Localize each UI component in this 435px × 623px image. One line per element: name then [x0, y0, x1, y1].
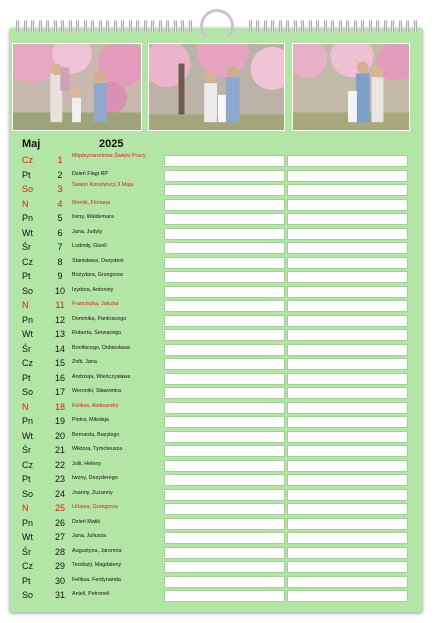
day-number: 22: [54, 459, 65, 470]
binding-ring-icon: [346, 20, 349, 33]
binding-ring-icon: [264, 20, 267, 33]
day-of-week: Pn: [22, 213, 34, 223]
name-day-text: Bernarda, Bazylego: [72, 431, 120, 438]
note-cell-1[interactable]: [164, 387, 285, 399]
family-photo-icon: [13, 44, 141, 130]
binding-ring-icon: [129, 20, 132, 33]
day-row: [16, 169, 160, 183]
name-day-text: Bożydara, Grzegorza: [72, 272, 123, 278]
note-cell-2[interactable]: [287, 561, 408, 573]
note-cell-2[interactable]: [287, 170, 408, 182]
name-day-text: Dominika, Pankracego: [72, 315, 127, 322]
note-cell-1[interactable]: [164, 503, 285, 515]
day-row: [16, 256, 160, 270]
name-day-text: Zofii, Jana: [72, 359, 97, 365]
binding-ring-icon: [331, 20, 334, 33]
note-cell-1[interactable]: [164, 416, 285, 428]
day-number: 27: [54, 532, 65, 542]
day-number: 24: [54, 488, 65, 499]
note-cell-2[interactable]: [287, 228, 408, 240]
name-day-text: Wiktora, Tymoteusza: [72, 446, 123, 452]
note-cell-2[interactable]: [287, 518, 408, 530]
note-cell-1[interactable]: [164, 329, 285, 341]
name-day-text: Stanisława, Dezyderii: [72, 257, 124, 264]
day-row: [16, 430, 160, 444]
day-row: [16, 401, 160, 415]
binding-ring-icon: [406, 20, 409, 33]
binding-ring-icon: [384, 20, 387, 33]
note-cell-2[interactable]: [287, 431, 408, 443]
note-cell-2[interactable]: [287, 547, 408, 559]
day-number: 4: [57, 198, 63, 209]
binding-ring-icon: [414, 20, 417, 33]
binding-ring-icon: [166, 20, 169, 33]
binding-ring-icon: [256, 20, 259, 33]
day-of-week: Śr: [22, 445, 31, 455]
day-of-week: Śr: [22, 343, 31, 354]
note-cell-1[interactable]: [164, 590, 285, 602]
note-cell-2[interactable]: [287, 489, 408, 501]
day-row: [16, 560, 160, 574]
day-number: 2: [57, 169, 63, 180]
note-cell-2[interactable]: [287, 286, 408, 298]
note-cell-1[interactable]: [164, 561, 285, 573]
day-number: 19: [54, 416, 65, 426]
day-row: [16, 517, 160, 531]
binding-ring-icon: [16, 20, 19, 33]
note-cell-2[interactable]: [287, 344, 408, 356]
binding-ring-icon: [46, 20, 49, 33]
binding-ring-icon: [181, 20, 184, 33]
binding-ring-icon: [271, 20, 274, 33]
name-day-text: Dzień Flagi RP: [72, 170, 108, 177]
day-of-week: Pt: [22, 169, 31, 180]
binding-ring-icon: [301, 20, 304, 33]
name-day-text: Feliksa, Aleksandry: [72, 402, 119, 409]
day-of-week: N: [22, 401, 29, 412]
binding-ring-icon: [361, 20, 364, 33]
day-of-week: So: [22, 285, 34, 296]
day-row: [16, 589, 160, 603]
note-cell-2[interactable]: [287, 416, 408, 428]
note-cell-1[interactable]: [164, 431, 285, 443]
note-cell-1[interactable]: [164, 315, 285, 327]
day-of-week: Pt: [22, 575, 31, 586]
name-day-text: Urbana, Grzegorza: [72, 504, 118, 510]
day-of-week: So: [22, 387, 34, 397]
day-of-week: Pt: [22, 271, 31, 281]
day-number: 30: [54, 575, 65, 586]
month-title: Maj: [22, 138, 41, 150]
day-of-week: N: [22, 198, 29, 209]
day-number: 18: [54, 401, 65, 412]
day-row: [16, 212, 160, 226]
binding-ring-icon: [84, 20, 87, 33]
day-number: 16: [54, 372, 65, 383]
day-of-week: So: [22, 184, 34, 194]
note-cell-2[interactable]: [287, 155, 408, 167]
day-row: [16, 154, 160, 168]
photo-family-3: [292, 43, 410, 131]
day-number: 1: [57, 155, 63, 165]
note-cell-2[interactable]: [287, 257, 408, 269]
name-day-text: Ludmiły, Gizeli: [72, 243, 107, 249]
day-number: 17: [54, 387, 65, 397]
note-cell-2[interactable]: [287, 460, 408, 472]
day-number: 13: [54, 329, 65, 339]
day-number: 28: [54, 546, 65, 557]
day-of-week: Pn: [22, 416, 34, 426]
day-number: 26: [54, 517, 65, 528]
name-day-text: Anieli, Petroneli: [72, 591, 110, 597]
day-of-week: N: [22, 503, 29, 513]
note-cell-2[interactable]: [287, 402, 408, 414]
note-cell-1[interactable]: [164, 358, 285, 370]
name-day-text: Moniki, Floriana: [72, 199, 111, 206]
day-number: 25: [54, 503, 65, 513]
day-row: [16, 372, 160, 386]
note-cell-2[interactable]: [287, 315, 408, 327]
note-cell-2[interactable]: [287, 576, 408, 588]
name-day-text: Międzynarodowe Święto Pracy: [72, 153, 146, 159]
day-number: 20: [54, 430, 65, 441]
note-cell-1[interactable]: [164, 402, 285, 414]
binding-ring-icon: [174, 20, 177, 33]
day-of-week: Wt: [22, 430, 33, 441]
binding-ring-icon: [91, 20, 94, 33]
name-day-text: Julii, Heleny: [72, 460, 102, 467]
note-cell-2[interactable]: [287, 358, 408, 370]
note-cell-1[interactable]: [164, 257, 285, 269]
day-row: [16, 473, 160, 487]
note-cell-2[interactable]: [287, 387, 408, 399]
binding-ring-icon: [369, 20, 372, 33]
day-row: [16, 328, 160, 342]
day-number: 7: [57, 242, 63, 252]
day-row: [16, 502, 160, 516]
name-day-text: Iwony, Dezyderego: [72, 475, 118, 481]
name-day-text: Ireny, Waldemara: [72, 214, 114, 220]
note-cell-2[interactable]: [287, 474, 408, 486]
day-of-week: Cz: [22, 561, 33, 571]
day-of-week: Cz: [22, 256, 33, 267]
day-of-week: Pn: [22, 517, 34, 528]
day-number: 21: [54, 445, 65, 455]
name-day-text: Piotra, Mikołaja: [72, 417, 109, 423]
binding-ring-icon: [54, 20, 57, 33]
day-number: 3: [57, 184, 63, 194]
binding-ring-icon: [99, 20, 102, 33]
note-cell-2[interactable]: [287, 445, 408, 457]
day-row: [16, 314, 160, 328]
photo-family-2: [148, 43, 285, 131]
day-number: 8: [57, 256, 63, 267]
note-cell-1[interactable]: [164, 184, 285, 196]
binding-ring-icon: [159, 20, 162, 33]
binding-ring-icon: [76, 20, 79, 33]
day-of-week: Wt: [22, 227, 33, 238]
note-cell-1[interactable]: [164, 373, 285, 385]
day-of-week: Pt: [22, 474, 31, 484]
binding-ring-icon: [391, 20, 394, 33]
note-cell-2[interactable]: [287, 184, 408, 196]
note-cell-1[interactable]: [164, 170, 285, 182]
name-day-text: Andrzeja, Wieńczysława: [72, 373, 131, 380]
day-row: [16, 415, 160, 429]
day-of-week: Cz: [22, 155, 33, 165]
note-cell-2[interactable]: [287, 503, 408, 515]
note-cell-1[interactable]: [164, 474, 285, 486]
name-day-text: Bonifacego, Dobiesława: [72, 344, 130, 351]
day-row: [16, 575, 160, 589]
day-number: 6: [57, 227, 63, 238]
note-cell-1[interactable]: [164, 547, 285, 559]
name-day-text: Dzień Matki: [72, 518, 101, 525]
day-row: [16, 241, 160, 255]
day-of-week: N: [22, 300, 29, 310]
day-of-week: So: [22, 488, 34, 499]
binding-ring-icon: [69, 20, 72, 33]
day-number: 11: [55, 300, 65, 310]
binding-ring-icon: [339, 20, 342, 33]
note-cell-2[interactable]: [287, 590, 408, 602]
day-of-week: Wt: [22, 329, 33, 339]
name-day-text: Feliksa, Ferdynanda: [72, 576, 121, 583]
note-cell-2[interactable]: [287, 532, 408, 544]
binding-ring-icon: [324, 20, 327, 33]
day-of-week: Cz: [22, 358, 33, 368]
binding-ring-icon: [31, 20, 34, 33]
day-row: [16, 444, 160, 458]
note-cell-1[interactable]: [164, 460, 285, 472]
note-cell-1[interactable]: [164, 242, 285, 254]
year-title: 2025: [99, 138, 124, 150]
day-of-week: Pt: [22, 372, 31, 383]
note-cell-1[interactable]: [164, 271, 285, 283]
day-row: [16, 285, 160, 299]
name-day-text: Święto Konstytucji 3 Maja: [72, 182, 134, 188]
day-number: 15: [54, 358, 65, 368]
binding-ring-icon: [106, 20, 109, 33]
day-row: [16, 531, 160, 545]
binding-ring-icon: [309, 20, 312, 33]
note-cell-1[interactable]: [164, 518, 285, 530]
day-of-week: Śr: [22, 546, 31, 557]
day-of-week: So: [22, 590, 34, 600]
day-number: 14: [54, 343, 65, 354]
binding-ring-icon: [24, 20, 27, 33]
name-day-text: Joanny, Zuzanny: [72, 489, 113, 496]
note-cell-1[interactable]: [164, 213, 285, 225]
note-cell-1[interactable]: [164, 445, 285, 457]
day-number: 29: [54, 561, 65, 571]
binding-ring-icon: [189, 20, 192, 33]
note-cell-1[interactable]: [164, 228, 285, 240]
name-day-text: Franciszka, Jakuba: [72, 301, 119, 307]
day-row: [16, 546, 160, 560]
binding-ring-icon: [279, 20, 282, 33]
note-cell-1[interactable]: [164, 532, 285, 544]
note-cell-1[interactable]: [164, 576, 285, 588]
day-row: [16, 343, 160, 357]
day-row: [16, 270, 160, 284]
binding-ring-icon: [354, 20, 357, 33]
name-day-text: Roberta, Serwacego: [72, 330, 122, 336]
binding-ring-icon: [144, 20, 147, 33]
day-number: 12: [54, 314, 65, 325]
binding-ring-icon: [376, 20, 379, 33]
day-row: [16, 386, 160, 400]
note-cell-1[interactable]: [164, 155, 285, 167]
day-of-week: Wt: [22, 532, 33, 542]
note-cell-2[interactable]: [287, 300, 408, 312]
day-number: 10: [54, 285, 65, 296]
day-number: 5: [57, 213, 63, 223]
note-cell-2[interactable]: [287, 213, 408, 225]
day-of-week: Śr: [22, 242, 31, 252]
day-number: 23: [54, 474, 65, 484]
day-row: [16, 488, 160, 502]
note-cell-1[interactable]: [164, 344, 285, 356]
day-of-week: Pn: [22, 314, 34, 325]
binding-ring-icon: [151, 20, 154, 33]
photo-family-1: [12, 43, 142, 131]
day-row: [16, 198, 160, 212]
day-row: [16, 183, 160, 197]
note-cell-2[interactable]: [287, 271, 408, 283]
binding-ring-icon: [399, 20, 402, 33]
note-cell-2[interactable]: [287, 373, 408, 385]
family-photo-icon: [293, 44, 409, 130]
binding-ring-icon: [114, 20, 117, 33]
note-cell-2[interactable]: [287, 242, 408, 254]
binding-ring-icon: [39, 20, 42, 33]
note-cell-2[interactable]: [287, 329, 408, 341]
name-day-text: Izydora, Antoniny: [72, 286, 114, 293]
note-cell-2[interactable]: [287, 199, 408, 211]
day-row: [16, 299, 160, 313]
note-cell-1[interactable]: [164, 199, 285, 211]
day-row: [16, 227, 160, 241]
binding-ring-icon: [316, 20, 319, 33]
day-number: 31: [54, 590, 65, 600]
hanger-hook-icon: [200, 9, 234, 43]
note-cell-1[interactable]: [164, 286, 285, 298]
name-day-text: Jana, Juliusza: [72, 533, 107, 539]
binding-ring-icon: [294, 20, 297, 33]
family-photo-icon: [149, 44, 284, 130]
note-cell-1[interactable]: [164, 489, 285, 501]
name-day-text: Augustyna, Jaromira: [72, 547, 122, 554]
day-of-week: Cz: [22, 459, 33, 470]
note-cell-1[interactable]: [164, 300, 285, 312]
day-row: [16, 459, 160, 473]
name-day-text: Teodozji, Magdaleny: [72, 562, 122, 568]
binding-ring-icon: [61, 20, 64, 33]
binding-ring-icon: [286, 20, 289, 33]
binding-ring-icon: [136, 20, 139, 33]
binding-ring-icon: [249, 20, 252, 33]
name-day-text: Weroniki, Sławomira: [72, 388, 122, 394]
day-row: [16, 357, 160, 371]
name-day-text: Jana, Judyty: [72, 228, 103, 235]
day-number: 9: [57, 271, 63, 281]
binding-ring-icon: [121, 20, 124, 33]
